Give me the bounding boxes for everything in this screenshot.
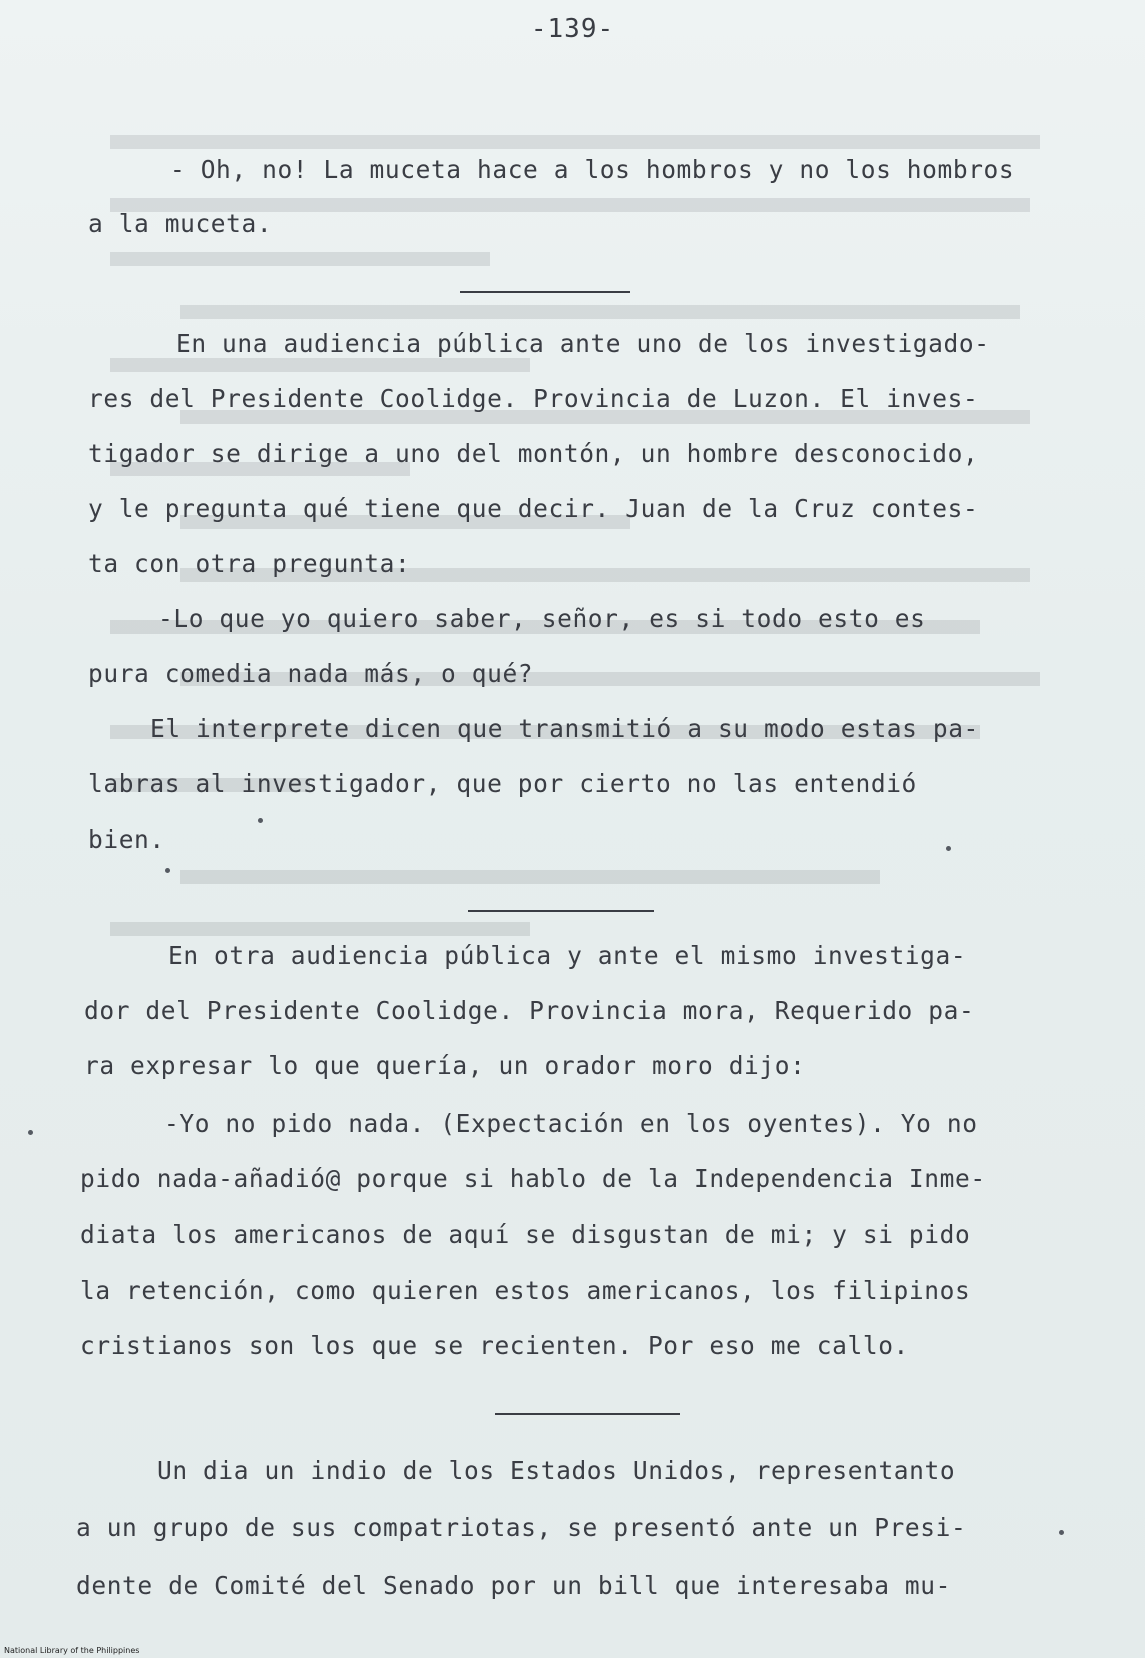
text-line: dor del Presidente Coolidge. Provincia mora, Requerido pa- xyxy=(84,996,975,1025)
text-line: dente de Comité del Senado por un bill que interesaba mu- xyxy=(76,1571,951,1600)
text-line: la retención, como quieren estos americanos, los filipinos xyxy=(80,1276,971,1305)
text-line: bien. xyxy=(88,825,165,854)
text-line: tigador se dirige a uno del montón, un hombre desconocido, xyxy=(88,439,979,468)
text-line: res del Presidente Coolidge. Provincia de Luzon. El inves- xyxy=(88,384,979,413)
ink-speck xyxy=(946,846,951,851)
text-line: ta con otra pregunta: xyxy=(88,549,411,578)
section-divider xyxy=(495,1413,680,1415)
ink-speck xyxy=(28,1130,33,1135)
ink-speck xyxy=(165,868,170,873)
text-line: diata los americanos de aquí se disgustan de mi; y si pido xyxy=(80,1220,971,1249)
text-line: -Yo no pido nada. (Expectación en los oyentes). Yo no xyxy=(164,1109,978,1138)
ink-speck xyxy=(258,818,263,823)
archive-footer: National Library of the Philippines xyxy=(4,1646,140,1655)
text-line: En una audiencia pública ante uno de los investigado- xyxy=(176,329,990,358)
text-line: ra expresar lo que quería, un orador moro dijo: xyxy=(84,1051,806,1080)
text-line: pura comedia nada más, o qué? xyxy=(88,659,534,688)
text-line: cristianos son los que se recienten. Por eso me callo. xyxy=(80,1331,909,1360)
text-line: labras al investigador, que por cierto no las entendió xyxy=(88,769,917,798)
page-number: -139- xyxy=(530,14,615,44)
text-line: -Lo que yo quiero saber, señor, es si todo esto es xyxy=(158,604,926,633)
section-divider xyxy=(468,910,654,912)
text-line: y le pregunta qué tiene que decir. Juan de la Cruz contes- xyxy=(88,494,979,523)
text-line: - Oh, no! La muceta hace a los hombros y no los hombros xyxy=(170,155,1015,184)
text-line: El interprete dicen que transmitió a su modo estas pa- xyxy=(150,714,979,743)
text-line: Un dia un indio de los Estados Unidos, representanto xyxy=(157,1456,956,1485)
section-divider xyxy=(460,291,630,293)
text-line: a la muceta. xyxy=(88,209,273,238)
ink-speck xyxy=(1059,1530,1064,1535)
text-line: En otra audiencia pública y ante el mismo investiga- xyxy=(168,941,967,970)
text-line: a un grupo de sus compatriotas, se presentó ante un Presi- xyxy=(76,1513,967,1542)
text-line: pido nada-añadió@ porque si hablo de la Independencia Inme- xyxy=(80,1164,986,1193)
